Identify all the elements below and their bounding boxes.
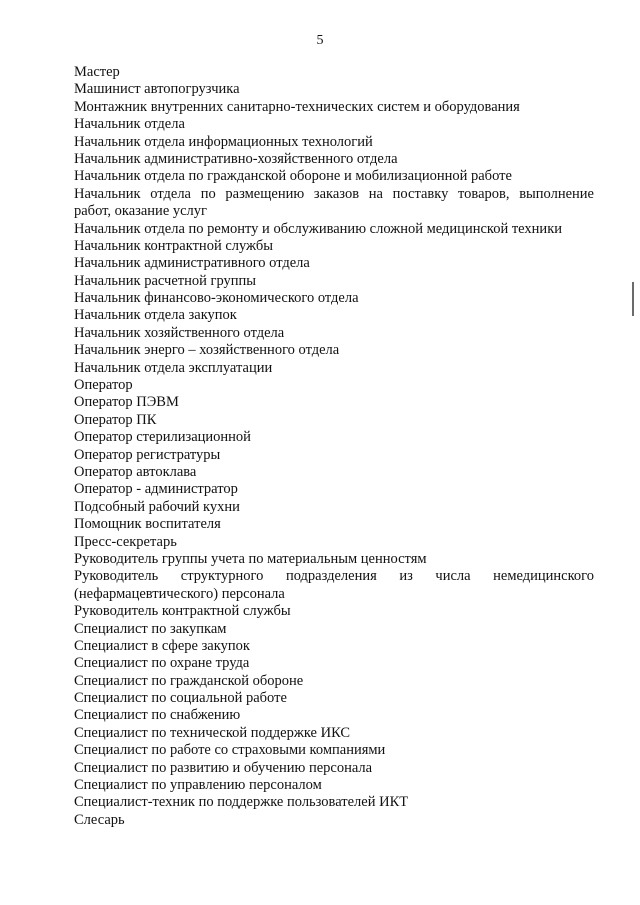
list-item: Руководитель контрактной службы — [74, 603, 291, 620]
list-item: Специалист по работе со страховыми компаниями — [74, 742, 386, 759]
list-item: Начальник финансово-экономического отдела — [74, 290, 359, 307]
list-item: Специалист по гражданской обороне — [74, 672, 304, 689]
list-item: Мастер — [74, 64, 120, 80]
list-item: Специалист по закупкам — [74, 620, 227, 637]
list-item: Оператор ПК — [74, 411, 157, 428]
list-item: Специалист по социальной работе — [74, 690, 287, 707]
scan-artifact-mark — [632, 282, 634, 316]
list-item: Монтажник внутренних санитарно-технических систем и оборудования — [74, 98, 520, 115]
list-item: Оператор ПЭВМ — [74, 394, 179, 411]
list-item: Специалист по развитию и обучению персонала — [74, 759, 373, 776]
list-item: Машинист автопогрузчика — [74, 81, 240, 98]
list-item: Слесарь — [74, 811, 125, 828]
list-item: Руководитель группы учета по материальным ценностям — [74, 550, 427, 567]
list-item: Оператор регистратуры — [74, 446, 221, 463]
list-item: Начальник отдела по гражданской обороне и мобилизационной работе — [74, 168, 512, 185]
list-item: Начальник контрактной службы — [74, 237, 273, 254]
list-item: Руководитель структурного подразделения из числа немедицинского — [74, 568, 594, 585]
list-item: Специалист по снабжению — [74, 707, 241, 724]
list-item: Оператор - администратор — [74, 481, 238, 498]
list-item: Пресс-секретарь — [74, 533, 177, 550]
list-item: Начальник энерго – хозяйственного отдела — [74, 342, 340, 359]
list-item: Специалист в сфере закупок — [74, 637, 250, 654]
list-item: Начальник отдела эксплуатации — [74, 359, 273, 376]
position-list — [74, 64, 594, 829]
list-item: Начальник административно-хозяйственного отдела — [74, 150, 398, 167]
list-item: Специалист-техник по поддержке пользователей ИКТ — [74, 794, 409, 811]
list-item: Начальник отдела по размещению заказов на поставку товаров, выполнение — [74, 185, 594, 202]
list-item: Начальник расчетной группы — [74, 272, 257, 289]
list-item: Начальник отдела закупок — [74, 307, 237, 324]
list-item: Начальник хозяйственного отдела — [74, 324, 285, 341]
list-item: Помощник воспитателя — [74, 516, 221, 533]
page-number: 5 — [316, 33, 324, 48]
list-item: работ, оказание услуг — [74, 203, 207, 220]
list-item: Начальник отдела информационных технологий — [74, 133, 373, 150]
list-item: Специалист по охране труда — [74, 655, 250, 672]
list-item: Подсобный рабочий кухни — [74, 498, 240, 515]
list-item: Начальник административного отдела — [74, 255, 310, 272]
list-item: (нефармацевтического) персонала — [74, 585, 285, 602]
list-item: Оператор — [74, 377, 133, 394]
list-item: Оператор автоклава — [74, 463, 197, 480]
list-item: Специалист по управлению персоналом — [74, 777, 322, 794]
list-item: Оператор стерилизационной — [74, 429, 251, 446]
list-item: Начальник отдела по ремонту и обслуживанию сложной медицинской техники — [74, 220, 562, 237]
list-item: Специалист по технической поддержке ИКС — [74, 724, 351, 741]
list-item: Начальник отдела — [74, 116, 185, 133]
